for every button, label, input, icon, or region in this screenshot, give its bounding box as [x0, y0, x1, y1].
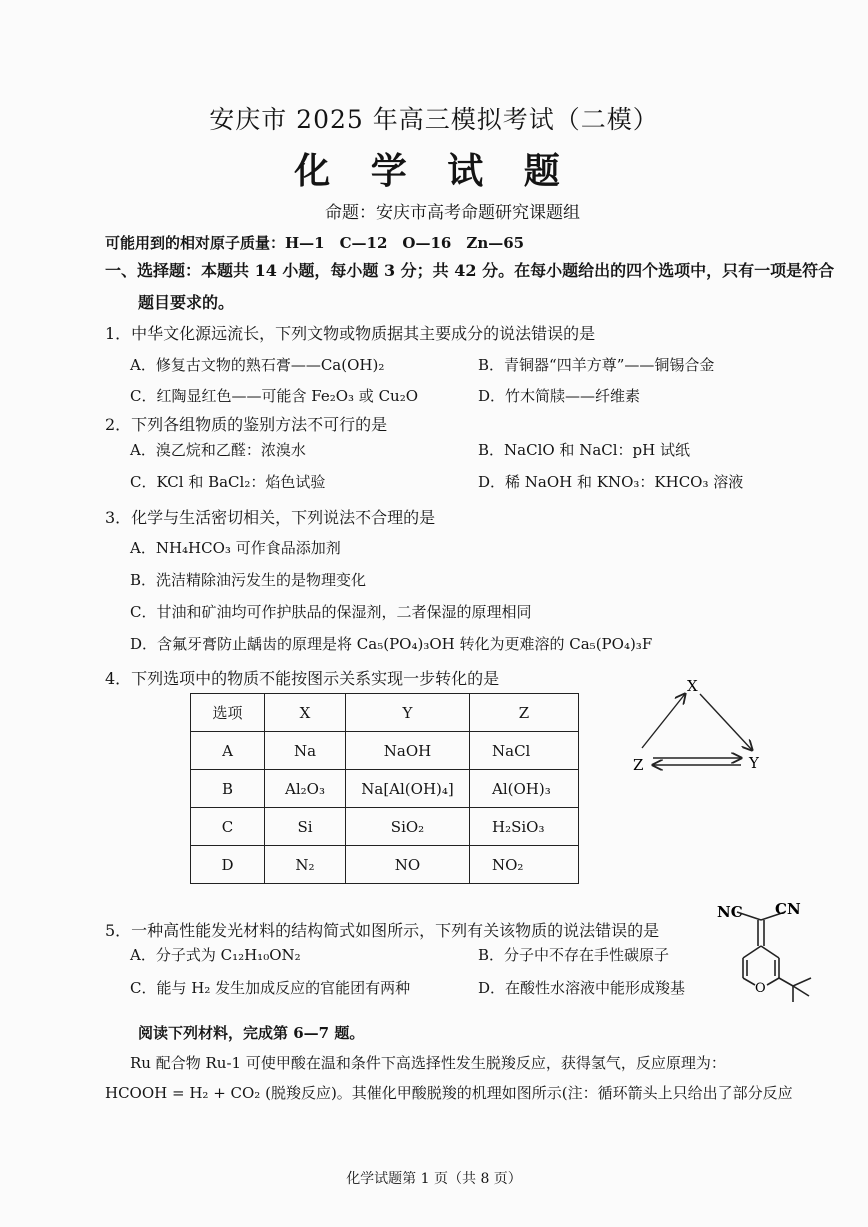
q2-option-d: D．稀 NaOH 和 KNO₃：KHCO₃ 溶液: [478, 473, 744, 491]
table-row: [191, 770, 579, 808]
table-row: [191, 732, 579, 770]
table-header-row: [191, 694, 579, 732]
table-cell: H₂SiO₃: [470, 808, 579, 846]
q5-option-a: A．分子式为 C₁₂H₁₀ON₂: [130, 946, 301, 964]
table-cell: NO₂: [470, 846, 579, 884]
table-cell: D: [191, 846, 265, 884]
table-header: Z: [470, 694, 579, 732]
q3-option-d: D．含氟牙膏防止龋齿的原理是将 Ca₅(PO₄)₃OH 转化为更难溶的 Ca₅(PO₄)₃F: [130, 635, 653, 653]
arrow-x-to-y: [700, 694, 752, 750]
table-cell: B: [191, 770, 265, 808]
table-cell: A: [191, 732, 265, 770]
reading-heading: 阅读下列材料，完成第 6—7 题。: [138, 1024, 365, 1042]
table-cell: Na: [265, 732, 346, 770]
subject-title: 化 学 试 题: [294, 150, 574, 192]
q5-stem: 5．一种高性能发光材料的结构简式如图所示，下列有关该物质的说法错误的是: [105, 921, 660, 940]
q3-option-a: A．NH₄HCO₃ 可作食品添加剂: [130, 539, 341, 557]
q1-option-c: C．红陶显红色——可能含 Fe₂O₃ 或 Cu₂O: [130, 387, 419, 405]
q2-option-c: C．KCl 和 BaCl₂：焰色试验: [130, 473, 326, 491]
q3-option-b: B．洗洁精除油污发生的是物理变化: [130, 571, 367, 589]
q2-option-b: B．NaClO 和 NaCl：pH 试纸: [478, 441, 690, 459]
molecule-structure: [715, 898, 820, 1008]
table-cell: NaOH: [346, 732, 470, 770]
nitrile-left-label: NC: [717, 903, 743, 921]
table-cell: Na[Al(OH)₄]: [346, 770, 470, 808]
q5-option-c: C．能与 H₂ 发生加成反应的官能团有两种: [130, 979, 411, 997]
q3-stem: 3．化学与生活密切相关，下列说法不合理的是: [105, 508, 436, 527]
table-header: X: [265, 694, 346, 732]
table-cell: Al(OH)₃: [470, 770, 579, 808]
xyz-conversion-diagram: [625, 672, 775, 782]
exam-title: 安庆市 2025 年高三模拟考试（二模）: [209, 105, 659, 134]
q5-option-b: B．分子中不存在手性碳原子: [478, 946, 670, 964]
arrow-z-to-x: [642, 694, 685, 748]
nitrile-right-label: CN: [775, 900, 801, 918]
section1-line1: 一、选择题：本题共 14 小题，每小题 3 分；共 42 分。在每小题给出的四个选项中，只有一项是符合: [105, 261, 835, 280]
table-row: [191, 808, 579, 846]
author-line: 命题：安庆市高考命题研究课题组: [325, 203, 580, 223]
table-cell: SiO₂: [346, 808, 470, 846]
table-cell: NO: [346, 846, 470, 884]
table-cell: N₂: [265, 846, 346, 884]
q4-options-table: [190, 693, 579, 884]
reading-line1: Ru 配合物 Ru-1 可使甲酸在温和条件下高选择性发生脱羧反应，获得氢气，反应原理为：: [130, 1054, 726, 1072]
q1-option-d: D．竹木简牍——纤维素: [478, 387, 641, 405]
section1-line2: 题目要求的。: [138, 293, 235, 312]
table-cell: Si: [265, 808, 346, 846]
node-y-label: Y: [749, 754, 759, 772]
q5-option-d: D．在酸性水溶液中能形成羧基: [478, 979, 686, 997]
q2-option-a: A．溴乙烷和乙醛：浓溴水: [130, 441, 306, 459]
atomic-masses: 可能用到的相对原子质量：H—1 C—12 O—16 Zn—65: [105, 234, 525, 252]
node-z-label: Z: [633, 756, 644, 774]
q1-stem: 1．中华文化源远流长，下列文物或物质据其主要成分的说法错误的是: [105, 324, 596, 343]
table-cell: Al₂O₃: [265, 770, 346, 808]
q1-option-b: B．青铜器“四羊方尊”——铜锡合金: [478, 356, 715, 374]
q4-stem: 4．下列选项中的物质不能按图示关系实现一步转化的是: [105, 669, 500, 688]
q3-option-c: C．甘油和矿油均可作护肤品的保湿剂，二者保湿的原理相同: [130, 603, 532, 621]
table-row: [191, 846, 579, 884]
table-cell: C: [191, 808, 265, 846]
page-footer: 化学试题第 1 页（共 8 页）: [346, 1171, 522, 1187]
table-header: 选项: [191, 694, 265, 732]
table-cell: NaCl: [470, 732, 579, 770]
table-header: Y: [346, 694, 470, 732]
node-x-label: X: [687, 677, 698, 695]
reading-line2: HCOOH = H₂ + CO₂ (脱羧反应)。其催化甲酸脱羧的机理如图所示(注：循环箭头上只给出了部分反应: [105, 1084, 793, 1102]
ring-oxygen-label: O: [755, 981, 766, 996]
q2-stem: 2．下列各组物质的鉴别方法不可行的是: [105, 415, 388, 434]
q1-option-a: A．修复古文物的熟石膏——Ca(OH)₂: [130, 356, 385, 374]
